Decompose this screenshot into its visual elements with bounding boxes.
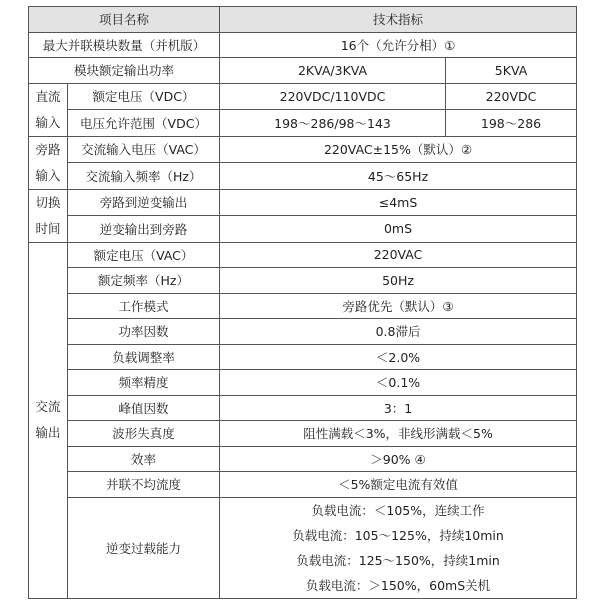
table-row bbox=[29, 83, 577, 110]
group-label-line: 直流 bbox=[35, 88, 61, 104]
group-label-line: 输出 bbox=[35, 425, 61, 440]
item-name: 逆变输出到旁路 bbox=[68, 216, 220, 243]
table-row bbox=[29, 216, 577, 243]
table-row bbox=[29, 242, 577, 268]
table-row bbox=[29, 32, 577, 58]
item-name: 并联不均流度 bbox=[68, 472, 220, 498]
item-value: 220VDC/110VDC bbox=[220, 83, 446, 110]
item-name: 旁路到逆变输出 bbox=[68, 189, 220, 216]
table-row bbox=[29, 110, 577, 137]
item-value: 阻性满载＜3%，非线形满载＜5% bbox=[220, 421, 577, 447]
table-row bbox=[29, 370, 577, 396]
group-label-line: 旁路 bbox=[35, 141, 61, 157]
item-name: 功率因数 bbox=[68, 319, 220, 345]
item-name: 波形失真度 bbox=[68, 421, 220, 447]
group-label-bypass-input bbox=[29, 136, 68, 189]
item-name: 交流输入频率（Hz） bbox=[68, 163, 220, 190]
item-value: 198～286 bbox=[446, 110, 577, 137]
group-label-line: 时间 bbox=[35, 220, 61, 236]
table-row bbox=[29, 497, 577, 598]
overload-line: 负载电流：＜105%，连续工作 bbox=[311, 502, 485, 518]
table-row bbox=[29, 395, 577, 421]
header-item-name: 项目名称 bbox=[29, 7, 220, 33]
item-name: 模块额定输出功率 bbox=[29, 58, 220, 84]
item-value-multiline bbox=[220, 497, 577, 598]
item-name: 工作模式 bbox=[68, 293, 220, 319]
item-name: 额定电压（VAC） bbox=[68, 242, 220, 268]
group-label-ac-output bbox=[29, 242, 68, 598]
item-value: 198～286/98～143 bbox=[220, 110, 446, 137]
spec-table bbox=[28, 6, 577, 599]
group-label-line: 交流 bbox=[35, 399, 61, 414]
table-row bbox=[29, 58, 577, 84]
item-name: 峰值因数 bbox=[68, 395, 220, 421]
item-name: 最大并联模块数量（并机版） bbox=[29, 32, 220, 58]
table-row bbox=[29, 293, 577, 319]
item-value: 16个（允许分相）① bbox=[220, 32, 577, 58]
item-value: 0mS bbox=[220, 216, 577, 243]
group-label-line: 输入 bbox=[35, 167, 61, 183]
item-name: 电压允许范围（VDC） bbox=[68, 110, 220, 137]
item-name: 额定频率（Hz） bbox=[68, 268, 220, 294]
item-value: 50Hz bbox=[220, 268, 577, 294]
table-row bbox=[29, 319, 577, 345]
item-value: 220VAC±15%（默认）② bbox=[220, 136, 577, 163]
item-name: 负载调整率 bbox=[68, 344, 220, 370]
group-label-switch-time bbox=[29, 189, 68, 242]
item-value: ＜0.1% bbox=[220, 370, 577, 396]
item-name: 频率精度 bbox=[68, 370, 220, 396]
table-row bbox=[29, 344, 577, 370]
table-row bbox=[29, 421, 577, 447]
header-spec: 技术指标 bbox=[220, 7, 577, 33]
item-name: 效率 bbox=[68, 446, 220, 472]
group-label-line: 输入 bbox=[35, 114, 61, 130]
item-value: 旁路优先（默认）③ bbox=[220, 293, 577, 319]
table-row bbox=[29, 472, 577, 498]
item-value: 3：1 bbox=[220, 395, 577, 421]
table-row bbox=[29, 189, 577, 216]
item-value: 220VAC bbox=[220, 242, 577, 268]
table-row bbox=[29, 136, 577, 163]
item-value: ＜5%额定电流有效值 bbox=[220, 472, 577, 498]
item-name: 逆变过载能力 bbox=[68, 497, 220, 598]
item-value: ≤4mS bbox=[220, 189, 577, 216]
table-row bbox=[29, 446, 577, 472]
table-row bbox=[29, 163, 577, 190]
item-value: 220VDC bbox=[446, 83, 577, 110]
item-name: 额定电压（VDC） bbox=[68, 83, 220, 110]
overload-line: 负载电流：105～125%，持续10min bbox=[292, 527, 504, 543]
overload-line: 负载电流：＞150%，60mS关机 bbox=[305, 577, 491, 593]
item-value: 45～65Hz bbox=[220, 163, 577, 190]
overload-line: 负载电流：125～150%，持续1min bbox=[296, 552, 500, 568]
group-label-dc-input bbox=[29, 83, 68, 136]
group-label-line: 切换 bbox=[35, 194, 61, 210]
item-name: 交流输入电压（VAC） bbox=[68, 136, 220, 163]
item-value: ＜2.0% bbox=[220, 344, 577, 370]
item-value: 2KVA/3KVA bbox=[220, 58, 446, 84]
header-row bbox=[29, 7, 577, 33]
item-value: ＞90% ④ bbox=[220, 446, 577, 472]
item-value: 5KVA bbox=[446, 58, 577, 84]
item-value: 0.8滞后 bbox=[220, 319, 577, 345]
table-row bbox=[29, 268, 577, 294]
